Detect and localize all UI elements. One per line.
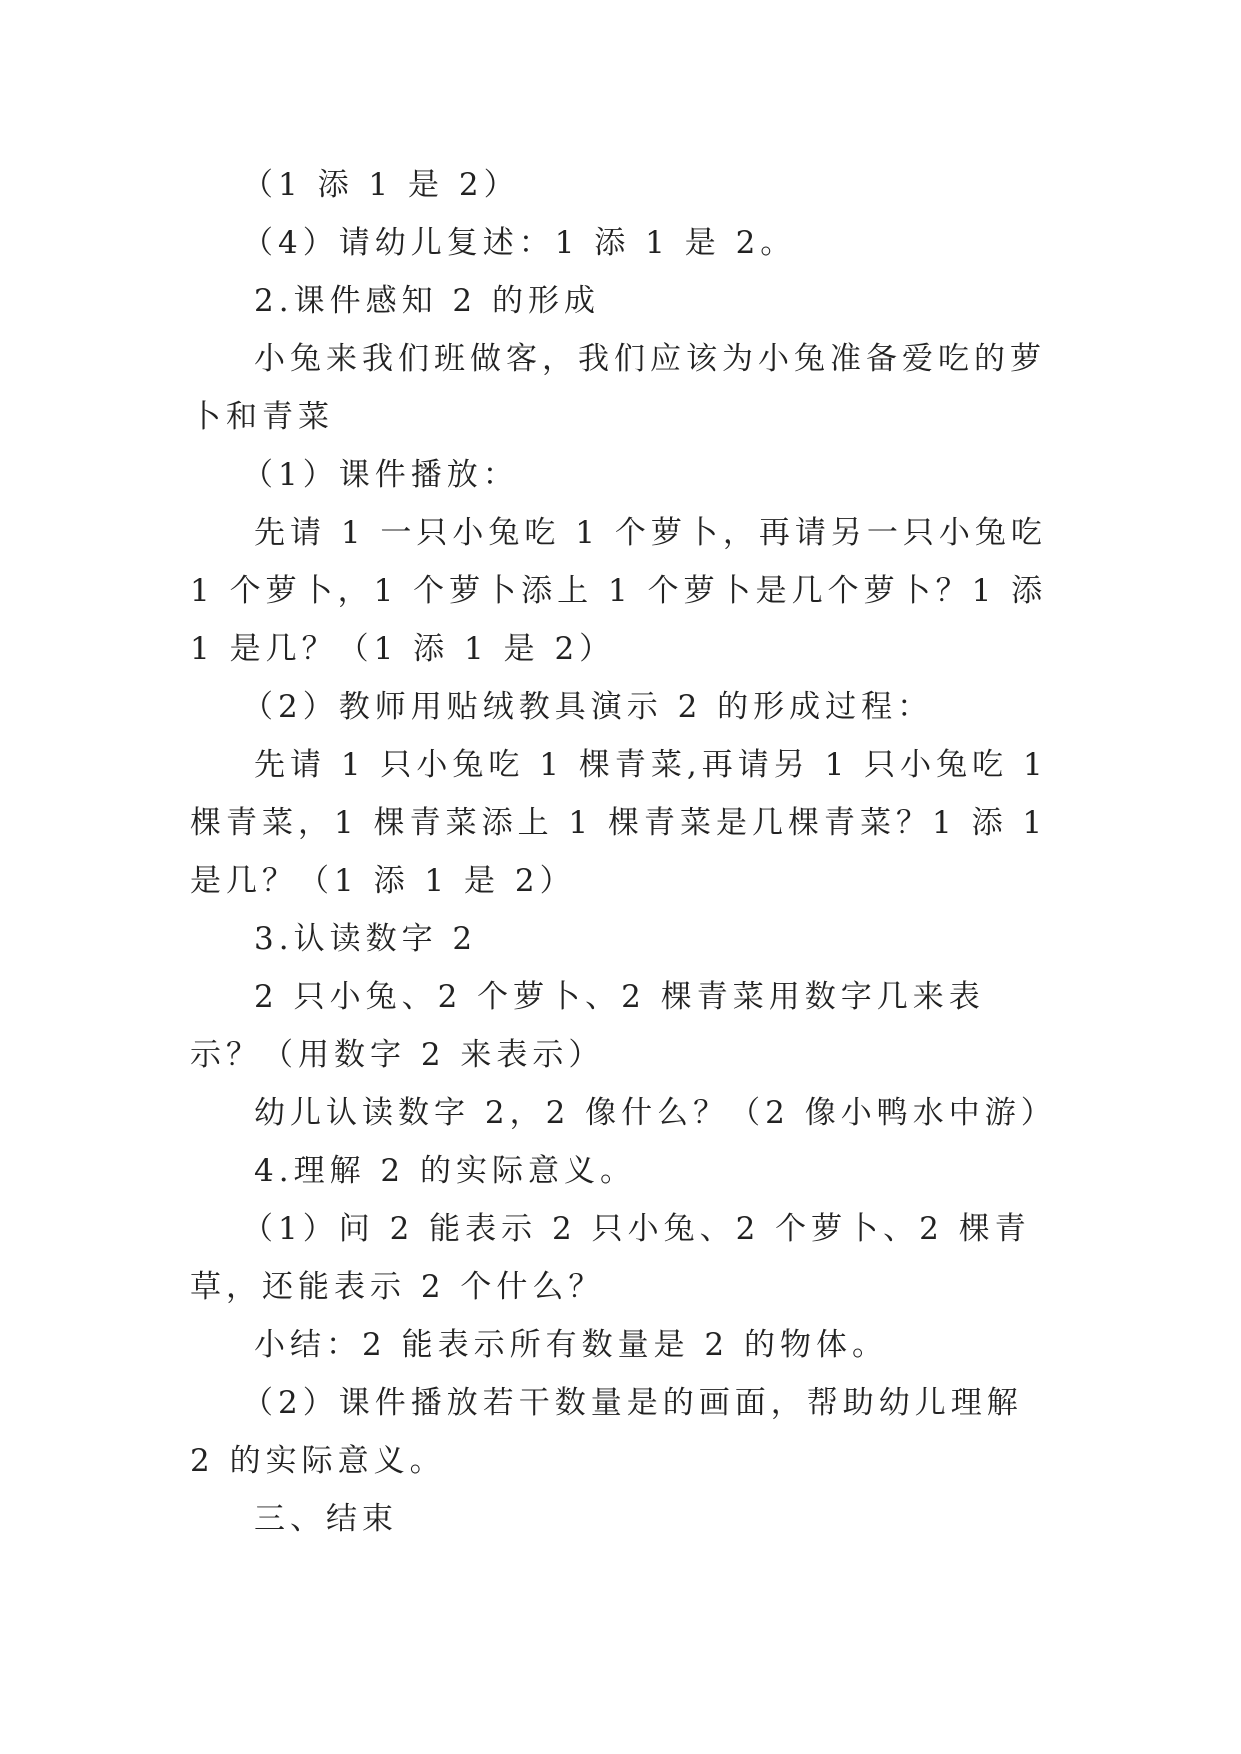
paragraph-step-4-repeat: （4）请幼儿复述：1 添 1 是 2。 (242, 225, 797, 261)
paragraph-step-1-ask: （1）问 2 能表示 2 只小兔、2 个萝卜、2 棵青草，还能表示 2 个什么？ (190, 1211, 1031, 1305)
paragraph-step-2-felt: （2）教师用贴绒教具演示 2 的形成过程： (242, 689, 934, 725)
paragraph-number-question: 2 只小兔、2 个萝卜、2 棵青菜用数字几来表示？（用数字 2 来表示） (190, 979, 985, 1073)
paragraph-result-1: （1 添 1 是 2） (242, 167, 520, 203)
paragraph-greens-demo: 先请 1 只小兔吃 1 棵青菜,再请另 1 只小兔吃 1 棵青菜，1 棵青菜添上 1 棵青菜是几棵青菜？1 添 1 是几？（1 添 1 是 2） (190, 747, 1048, 899)
heading-section-3: 3.认读数字 2 (254, 921, 478, 957)
heading-section-4: 4.理解 2 的实际意义。 (254, 1153, 637, 1189)
paragraph-step-2-play: （2）课件播放若干数量是的画面，帮助幼儿理解 2 的实际意义。 (190, 1385, 1023, 1479)
heading-section-2: 2.课件感知 2 的形成 (254, 283, 601, 319)
paragraph-radish-demo: 先请 1 一只小兔吃 1 个萝卜，再请另一只小兔吃 1 个萝卜，1 个萝卜添上 1 个萝卜是几个萝卜？1 添 1 是几？（1 添 1 是 2） (190, 515, 1048, 667)
document-body (190, 156, 1057, 1548)
paragraph-step-1-play: （1）课件播放： (242, 457, 519, 493)
paragraph-summary: 小结：2 能表示所有数量是 2 的物体。 (254, 1327, 889, 1363)
heading-part-3-end: 三、结束 (254, 1501, 398, 1537)
paragraph-rabbit-guest: 小兔来我们班做客，我们应该为小兔准备爱吃的萝卜和青菜 (190, 341, 1046, 435)
paragraph-read-number: 幼儿认读数字 2，2 像什么？（2 像小鸭水中游） (254, 1095, 1057, 1131)
